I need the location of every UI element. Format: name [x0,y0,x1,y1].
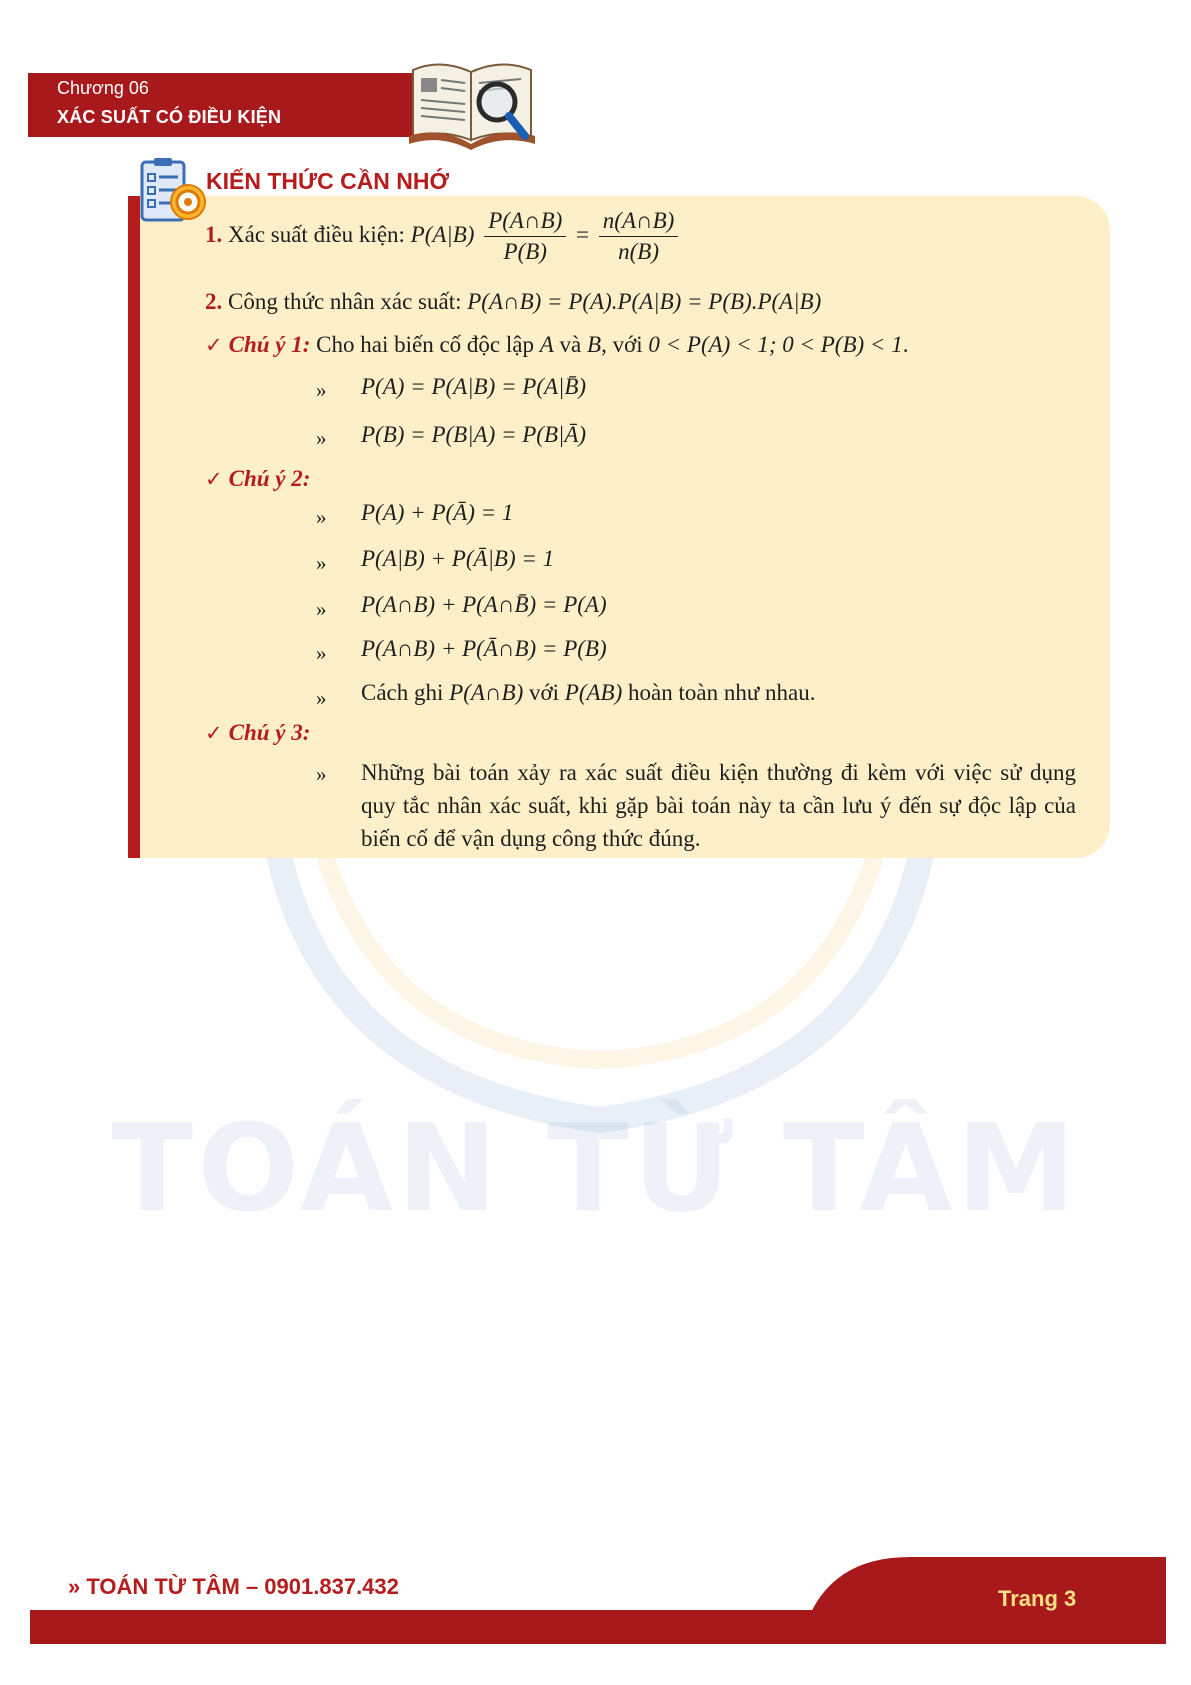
bullet: » [316,686,327,710]
page-number: Trang 3 [998,1586,1077,1611]
footer-contact: » TOÁN TỪ TÂM – 0901.837.432 [68,1574,399,1599]
box-heading: KIẾN THỨC CẦN NHỚ [206,168,450,194]
check-icon: ✓ [205,721,223,745]
bullet: » [316,426,327,450]
check-icon: ✓ [205,333,223,357]
chapter-title: XÁC SUẤT CÓ ĐIỀU KIỆN [57,107,282,127]
formula-note2-c: P(A∩B) + P(A∩B̄) = P(A) [361,592,607,617]
note-1: ✓ Chú ý 1: Cho hai biến cố độc lập A và B, với 0 < P(A) < 1; 0 < P(B) < 1. [205,332,909,357]
formula-note2-a: P(A) + P(Ā) = 1 [361,500,514,525]
note-2: ✓ Chú ý 2: [205,466,311,491]
check-icon: ✓ [205,467,223,491]
watermark-text: TOÁN TỪ TÂM [111,1100,1080,1239]
note2-notation-remark: Cách ghi P(A∩B) với P(AB) hoàn toàn như nhau. [361,680,816,705]
bullet: » [316,378,327,402]
item-multiplication-rule: 2. Công thức nhân xác suất: P(A∩B) = P(A).P(A|B) = P(B).P(A|B) [205,289,822,314]
note3-paragraph: Những bài toán xảy ra xác suất điều kiện thường đi kèm với việc sử dụng quy tắc nhân xác suất, khi gặp bài toán này ta cần lưu ý đến sự độc lập của biến cố để vận dụng công thức đúng. [361,760,1076,851]
formula-note1-a: P(A) = P(A|B) = P(A|B̄) [361,374,587,399]
bullet: » [316,551,327,575]
checklist-target-icon [138,158,210,228]
bullet: » [316,641,327,665]
bullet: » [316,597,327,621]
open-book-magnifier-icon [405,50,540,150]
bullet: » [316,762,327,786]
formula-note2-b: P(A|B) + P(Ā|B) = 1 [361,546,555,571]
bullet: » [316,505,327,529]
chapter-number: Chương 06 [57,78,149,98]
fraction-count: $\frac{n(A\cap B)}{n(B)}$ [599,208,679,265]
note-3: ✓ Chú ý 3: [205,720,311,745]
fraction-probability: $\frac{P(A\cap B)}{P(B)}$ [484,208,566,265]
footer-band [30,1610,1166,1644]
formula-note2-d: P(A∩B) + P(Ā∩B) = P(B) [361,636,607,661]
formula-note1-b: P(B) = P(B|A) = P(B|Ā) [361,422,587,447]
item-conditional-probability: 1. Xác suất điều kiện: P(A|B) $\frac{P(A\cap B)}{P(B)}$ = $\frac{n(A\cap B)}{n(B)}$ [205,208,682,265]
